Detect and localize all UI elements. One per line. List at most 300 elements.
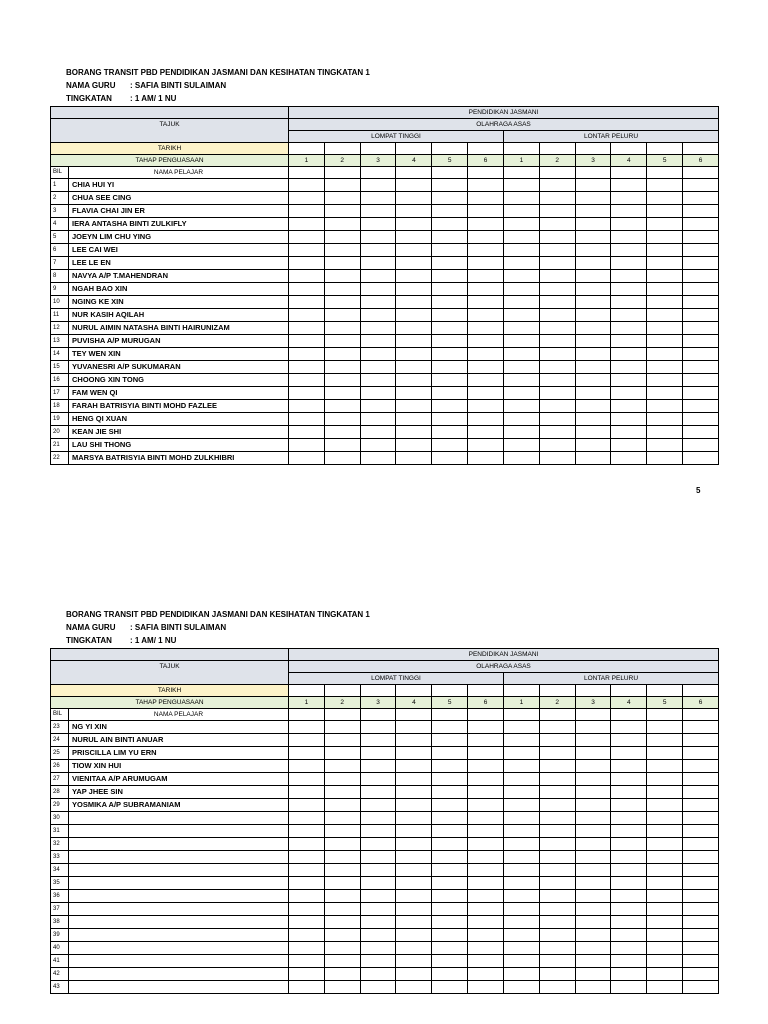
score-cell[interactable] <box>396 890 432 903</box>
score-cell[interactable] <box>396 825 432 838</box>
score-cell[interactable] <box>503 309 539 322</box>
score-cell[interactable] <box>539 387 575 400</box>
score-cell[interactable] <box>575 309 611 322</box>
score-cell[interactable] <box>611 192 647 205</box>
score-cell[interactable] <box>503 709 539 721</box>
score-cell[interactable] <box>396 400 432 413</box>
score-cell[interactable] <box>503 167 539 179</box>
score-cell[interactable] <box>396 439 432 452</box>
score-cell[interactable] <box>503 348 539 361</box>
score-cell[interactable] <box>289 786 325 799</box>
score-cell[interactable] <box>611 877 647 890</box>
score-cell[interactable] <box>289 890 325 903</box>
score-cell[interactable] <box>432 426 468 439</box>
score-cell[interactable] <box>468 903 504 916</box>
score-cell[interactable] <box>289 296 325 309</box>
score-cell[interactable] <box>396 244 432 257</box>
score-cell[interactable] <box>503 773 539 786</box>
score-cell[interactable] <box>611 864 647 877</box>
score-cell[interactable] <box>468 773 504 786</box>
score-cell[interactable] <box>396 942 432 955</box>
score-cell[interactable] <box>647 387 683 400</box>
score-cell[interactable] <box>539 218 575 231</box>
score-cell[interactable] <box>647 296 683 309</box>
score-cell[interactable] <box>611 361 647 374</box>
score-cell[interactable] <box>575 179 611 192</box>
score-cell[interactable] <box>360 192 396 205</box>
date-cell[interactable] <box>396 143 432 155</box>
score-cell[interactable] <box>683 709 719 721</box>
score-cell[interactable] <box>324 864 360 877</box>
score-cell[interactable] <box>503 205 539 218</box>
score-cell[interactable] <box>324 877 360 890</box>
score-cell[interactable] <box>503 812 539 825</box>
score-cell[interactable] <box>575 968 611 981</box>
score-cell[interactable] <box>396 981 432 994</box>
score-cell[interactable] <box>468 205 504 218</box>
score-cell[interactable] <box>683 231 719 244</box>
score-cell[interactable] <box>539 296 575 309</box>
score-cell[interactable] <box>324 270 360 283</box>
score-cell[interactable] <box>647 955 683 968</box>
score-cell[interactable] <box>432 335 468 348</box>
score-cell[interactable] <box>432 283 468 296</box>
date-cell[interactable] <box>611 143 647 155</box>
score-cell[interactable] <box>539 838 575 851</box>
score-cell[interactable] <box>396 296 432 309</box>
score-cell[interactable] <box>647 709 683 721</box>
score-cell[interactable] <box>468 838 504 851</box>
score-cell[interactable] <box>611 709 647 721</box>
score-cell[interactable] <box>468 709 504 721</box>
score-cell[interactable] <box>396 929 432 942</box>
score-cell[interactable] <box>647 877 683 890</box>
score-cell[interactable] <box>468 968 504 981</box>
score-cell[interactable] <box>647 851 683 864</box>
score-cell[interactable] <box>611 903 647 916</box>
score-cell[interactable] <box>396 916 432 929</box>
score-cell[interactable] <box>289 400 325 413</box>
score-cell[interactable] <box>503 721 539 734</box>
score-cell[interactable] <box>432 929 468 942</box>
score-cell[interactable] <box>503 270 539 283</box>
score-cell[interactable] <box>289 721 325 734</box>
score-cell[interactable] <box>289 760 325 773</box>
score-cell[interactable] <box>289 348 325 361</box>
score-cell[interactable] <box>360 309 396 322</box>
score-cell[interactable] <box>575 361 611 374</box>
score-cell[interactable] <box>503 916 539 929</box>
score-cell[interactable] <box>432 192 468 205</box>
score-cell[interactable] <box>539 877 575 890</box>
score-cell[interactable] <box>683 929 719 942</box>
score-cell[interactable] <box>360 452 396 465</box>
score-cell[interactable] <box>611 851 647 864</box>
score-cell[interactable] <box>575 929 611 942</box>
score-cell[interactable] <box>611 387 647 400</box>
score-cell[interactable] <box>611 955 647 968</box>
score-cell[interactable] <box>647 257 683 270</box>
score-cell[interactable] <box>539 955 575 968</box>
score-cell[interactable] <box>683 825 719 838</box>
date-cell[interactable] <box>360 143 396 155</box>
score-cell[interactable] <box>575 747 611 760</box>
score-cell[interactable] <box>683 786 719 799</box>
score-cell[interactable] <box>396 205 432 218</box>
score-cell[interactable] <box>289 825 325 838</box>
score-cell[interactable] <box>396 838 432 851</box>
score-cell[interactable] <box>468 413 504 426</box>
score-cell[interactable] <box>611 838 647 851</box>
score-cell[interactable] <box>683 877 719 890</box>
score-cell[interactable] <box>683 205 719 218</box>
score-cell[interactable] <box>539 903 575 916</box>
score-cell[interactable] <box>503 864 539 877</box>
score-cell[interactable] <box>432 916 468 929</box>
score-cell[interactable] <box>432 257 468 270</box>
score-cell[interactable] <box>503 257 539 270</box>
score-cell[interactable] <box>289 374 325 387</box>
score-cell[interactable] <box>575 838 611 851</box>
score-cell[interactable] <box>611 283 647 296</box>
score-cell[interactable] <box>468 864 504 877</box>
score-cell[interactable] <box>611 426 647 439</box>
score-cell[interactable] <box>647 374 683 387</box>
score-cell[interactable] <box>432 218 468 231</box>
score-cell[interactable] <box>324 709 360 721</box>
score-cell[interactable] <box>432 270 468 283</box>
score-cell[interactable] <box>432 322 468 335</box>
score-cell[interactable] <box>432 838 468 851</box>
score-cell[interactable] <box>289 916 325 929</box>
score-cell[interactable] <box>396 877 432 890</box>
score-cell[interactable] <box>432 179 468 192</box>
score-cell[interactable] <box>360 361 396 374</box>
score-cell[interactable] <box>503 283 539 296</box>
score-cell[interactable] <box>360 734 396 747</box>
score-cell[interactable] <box>324 760 360 773</box>
date-cell[interactable] <box>683 143 719 155</box>
score-cell[interactable] <box>647 721 683 734</box>
score-cell[interactable] <box>539 864 575 877</box>
score-cell[interactable] <box>468 218 504 231</box>
score-cell[interactable] <box>468 916 504 929</box>
score-cell[interactable] <box>575 205 611 218</box>
score-cell[interactable] <box>611 786 647 799</box>
score-cell[interactable] <box>683 244 719 257</box>
score-cell[interactable] <box>324 413 360 426</box>
score-cell[interactable] <box>324 205 360 218</box>
score-cell[interactable] <box>360 825 396 838</box>
score-cell[interactable] <box>432 231 468 244</box>
score-cell[interactable] <box>360 786 396 799</box>
score-cell[interactable] <box>539 257 575 270</box>
score-cell[interactable] <box>360 916 396 929</box>
score-cell[interactable] <box>683 361 719 374</box>
score-cell[interactable] <box>683 400 719 413</box>
score-cell[interactable] <box>360 955 396 968</box>
score-cell[interactable] <box>360 747 396 760</box>
score-cell[interactable] <box>539 335 575 348</box>
score-cell[interactable] <box>611 205 647 218</box>
score-cell[interactable] <box>468 348 504 361</box>
score-cell[interactable] <box>539 786 575 799</box>
score-cell[interactable] <box>503 760 539 773</box>
score-cell[interactable] <box>324 968 360 981</box>
score-cell[interactable] <box>539 825 575 838</box>
score-cell[interactable] <box>432 851 468 864</box>
score-cell[interactable] <box>324 721 360 734</box>
score-cell[interactable] <box>324 374 360 387</box>
score-cell[interactable] <box>503 413 539 426</box>
score-cell[interactable] <box>360 167 396 179</box>
score-cell[interactable] <box>647 335 683 348</box>
score-cell[interactable] <box>324 439 360 452</box>
score-cell[interactable] <box>647 968 683 981</box>
score-cell[interactable] <box>647 426 683 439</box>
score-cell[interactable] <box>539 322 575 335</box>
score-cell[interactable] <box>396 374 432 387</box>
score-cell[interactable] <box>432 721 468 734</box>
score-cell[interactable] <box>575 270 611 283</box>
score-cell[interactable] <box>432 968 468 981</box>
score-cell[interactable] <box>432 812 468 825</box>
score-cell[interactable] <box>468 257 504 270</box>
score-cell[interactable] <box>683 348 719 361</box>
score-cell[interactable] <box>683 799 719 812</box>
score-cell[interactable] <box>683 322 719 335</box>
score-cell[interactable] <box>360 218 396 231</box>
score-cell[interactable] <box>360 773 396 786</box>
score-cell[interactable] <box>432 877 468 890</box>
score-cell[interactable] <box>539 270 575 283</box>
score-cell[interactable] <box>468 825 504 838</box>
score-cell[interactable] <box>647 205 683 218</box>
score-cell[interactable] <box>289 812 325 825</box>
score-cell[interactable] <box>539 205 575 218</box>
score-cell[interactable] <box>683 439 719 452</box>
score-cell[interactable] <box>539 179 575 192</box>
score-cell[interactable] <box>503 838 539 851</box>
score-cell[interactable] <box>360 903 396 916</box>
score-cell[interactable] <box>360 890 396 903</box>
date-cell[interactable] <box>289 685 325 697</box>
date-cell[interactable] <box>468 143 504 155</box>
score-cell[interactable] <box>324 734 360 747</box>
score-cell[interactable] <box>503 955 539 968</box>
score-cell[interactable] <box>503 439 539 452</box>
score-cell[interactable] <box>396 864 432 877</box>
score-cell[interactable] <box>611 218 647 231</box>
score-cell[interactable] <box>539 890 575 903</box>
score-cell[interactable] <box>324 167 360 179</box>
score-cell[interactable] <box>468 786 504 799</box>
score-cell[interactable] <box>289 838 325 851</box>
score-cell[interactable] <box>396 322 432 335</box>
score-cell[interactable] <box>289 322 325 335</box>
score-cell[interactable] <box>360 257 396 270</box>
score-cell[interactable] <box>324 786 360 799</box>
score-cell[interactable] <box>360 709 396 721</box>
score-cell[interactable] <box>468 452 504 465</box>
date-cell[interactable] <box>324 685 360 697</box>
date-cell[interactable] <box>324 143 360 155</box>
score-cell[interactable] <box>683 179 719 192</box>
score-cell[interactable] <box>683 270 719 283</box>
score-cell[interactable] <box>432 955 468 968</box>
score-cell[interactable] <box>575 721 611 734</box>
score-cell[interactable] <box>289 903 325 916</box>
score-cell[interactable] <box>432 825 468 838</box>
score-cell[interactable] <box>539 374 575 387</box>
score-cell[interactable] <box>683 734 719 747</box>
score-cell[interactable] <box>503 929 539 942</box>
score-cell[interactable] <box>683 257 719 270</box>
date-cell[interactable] <box>683 685 719 697</box>
score-cell[interactable] <box>468 799 504 812</box>
score-cell[interactable] <box>683 838 719 851</box>
score-cell[interactable] <box>468 929 504 942</box>
score-cell[interactable] <box>503 942 539 955</box>
score-cell[interactable] <box>396 903 432 916</box>
score-cell[interactable] <box>324 309 360 322</box>
score-cell[interactable] <box>575 335 611 348</box>
score-cell[interactable] <box>324 361 360 374</box>
score-cell[interactable] <box>647 283 683 296</box>
score-cell[interactable] <box>432 903 468 916</box>
score-cell[interactable] <box>289 709 325 721</box>
score-cell[interactable] <box>575 786 611 799</box>
score-cell[interactable] <box>647 309 683 322</box>
score-cell[interactable] <box>647 231 683 244</box>
score-cell[interactable] <box>611 968 647 981</box>
score-cell[interactable] <box>647 838 683 851</box>
score-cell[interactable] <box>611 760 647 773</box>
score-cell[interactable] <box>324 838 360 851</box>
score-cell[interactable] <box>468 760 504 773</box>
score-cell[interactable] <box>575 955 611 968</box>
score-cell[interactable] <box>468 981 504 994</box>
score-cell[interactable] <box>324 929 360 942</box>
score-cell[interactable] <box>503 296 539 309</box>
score-cell[interactable] <box>539 760 575 773</box>
score-cell[interactable] <box>324 452 360 465</box>
score-cell[interactable] <box>432 348 468 361</box>
score-cell[interactable] <box>289 851 325 864</box>
score-cell[interactable] <box>289 981 325 994</box>
score-cell[interactable] <box>360 322 396 335</box>
score-cell[interactable] <box>575 942 611 955</box>
date-cell[interactable] <box>396 685 432 697</box>
score-cell[interactable] <box>360 929 396 942</box>
score-cell[interactable] <box>396 968 432 981</box>
score-cell[interactable] <box>647 864 683 877</box>
score-cell[interactable] <box>647 916 683 929</box>
score-cell[interactable] <box>539 283 575 296</box>
score-cell[interactable] <box>432 799 468 812</box>
score-cell[interactable] <box>360 205 396 218</box>
score-cell[interactable] <box>396 283 432 296</box>
score-cell[interactable] <box>289 361 325 374</box>
score-cell[interactable] <box>324 942 360 955</box>
score-cell[interactable] <box>503 452 539 465</box>
score-cell[interactable] <box>360 838 396 851</box>
score-cell[interactable] <box>396 257 432 270</box>
score-cell[interactable] <box>575 734 611 747</box>
score-cell[interactable] <box>360 387 396 400</box>
score-cell[interactable] <box>289 955 325 968</box>
score-cell[interactable] <box>611 773 647 786</box>
score-cell[interactable] <box>539 734 575 747</box>
score-cell[interactable] <box>575 799 611 812</box>
score-cell[interactable] <box>432 413 468 426</box>
score-cell[interactable] <box>432 734 468 747</box>
score-cell[interactable] <box>396 426 432 439</box>
score-cell[interactable] <box>539 981 575 994</box>
score-cell[interactable] <box>396 192 432 205</box>
score-cell[interactable] <box>289 439 325 452</box>
score-cell[interactable] <box>575 244 611 257</box>
score-cell[interactable] <box>468 734 504 747</box>
score-cell[interactable] <box>396 851 432 864</box>
score-cell[interactable] <box>683 413 719 426</box>
score-cell[interactable] <box>360 348 396 361</box>
score-cell[interactable] <box>683 167 719 179</box>
score-cell[interactable] <box>647 413 683 426</box>
score-cell[interactable] <box>647 760 683 773</box>
score-cell[interactable] <box>468 283 504 296</box>
score-cell[interactable] <box>396 721 432 734</box>
score-cell[interactable] <box>611 747 647 760</box>
score-cell[interactable] <box>575 322 611 335</box>
score-cell[interactable] <box>683 192 719 205</box>
date-cell[interactable] <box>503 685 539 697</box>
score-cell[interactable] <box>539 452 575 465</box>
score-cell[interactable] <box>683 426 719 439</box>
score-cell[interactable] <box>396 812 432 825</box>
score-cell[interactable] <box>503 244 539 257</box>
score-cell[interactable] <box>432 452 468 465</box>
score-cell[interactable] <box>289 231 325 244</box>
score-cell[interactable] <box>324 812 360 825</box>
score-cell[interactable] <box>683 864 719 877</box>
score-cell[interactable] <box>683 890 719 903</box>
score-cell[interactable] <box>432 786 468 799</box>
score-cell[interactable] <box>647 439 683 452</box>
date-cell[interactable] <box>503 143 539 155</box>
score-cell[interactable] <box>432 205 468 218</box>
score-cell[interactable] <box>575 167 611 179</box>
score-cell[interactable] <box>611 270 647 283</box>
score-cell[interactable] <box>647 890 683 903</box>
score-cell[interactable] <box>468 387 504 400</box>
score-cell[interactable] <box>647 244 683 257</box>
score-cell[interactable] <box>575 218 611 231</box>
score-cell[interactable] <box>647 322 683 335</box>
score-cell[interactable] <box>289 968 325 981</box>
score-cell[interactable] <box>575 257 611 270</box>
score-cell[interactable] <box>647 192 683 205</box>
date-cell[interactable] <box>539 685 575 697</box>
score-cell[interactable] <box>468 167 504 179</box>
score-cell[interactable] <box>683 981 719 994</box>
score-cell[interactable] <box>396 231 432 244</box>
score-cell[interactable] <box>360 374 396 387</box>
date-cell[interactable] <box>432 143 468 155</box>
score-cell[interactable] <box>468 812 504 825</box>
score-cell[interactable] <box>360 877 396 890</box>
score-cell[interactable] <box>289 387 325 400</box>
